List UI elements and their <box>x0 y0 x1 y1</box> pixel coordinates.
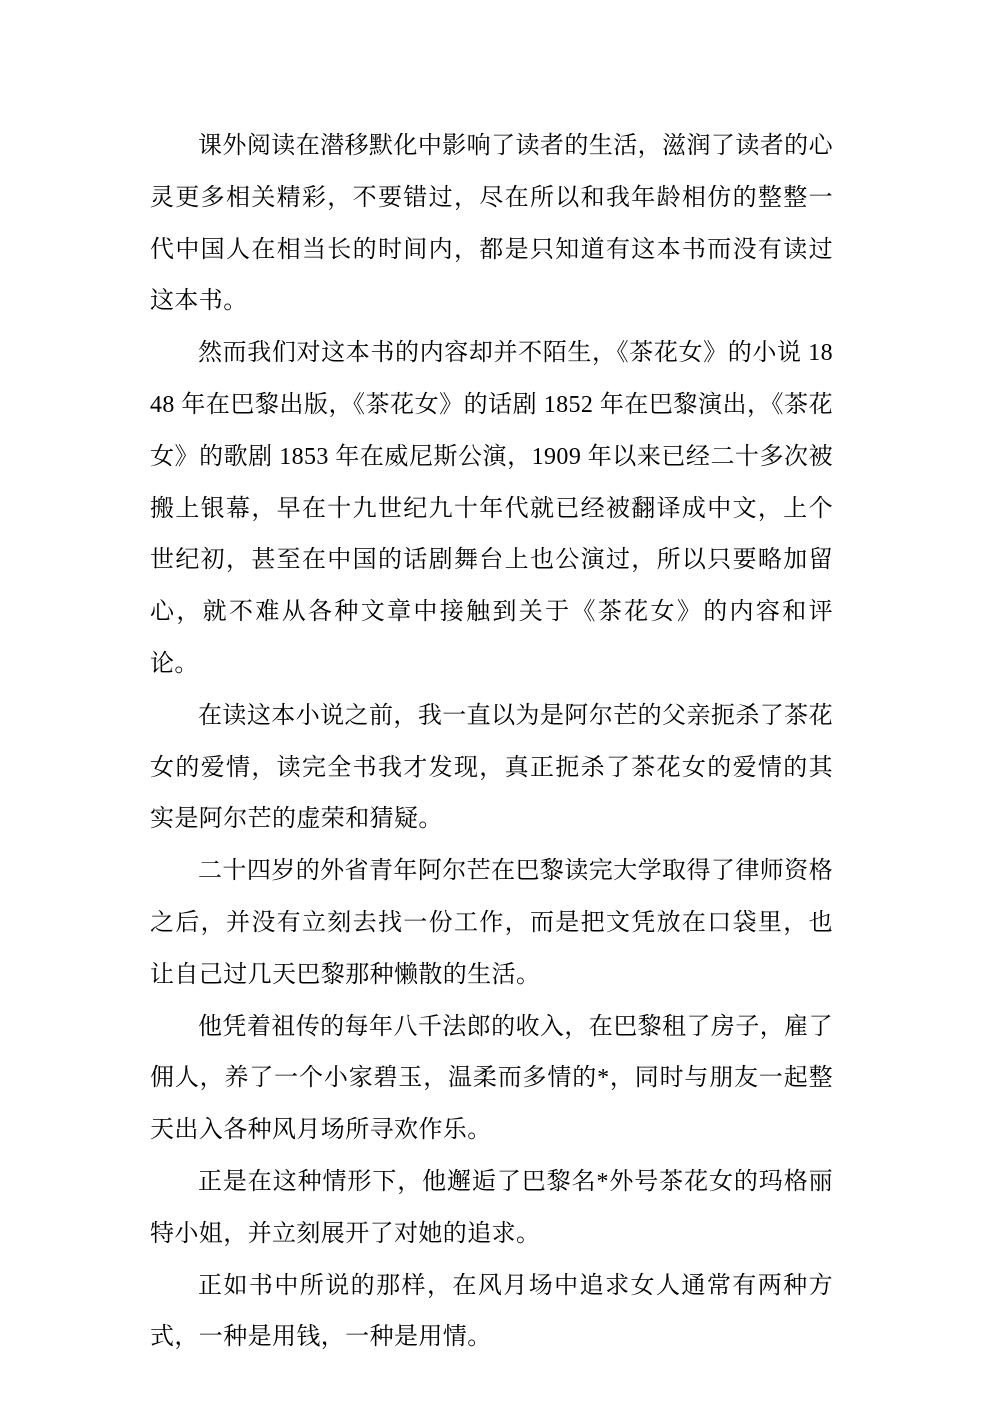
paragraph-2: 然而我们对这本书的内容却并不陌生，《茶花女》的小说 1848 年在巴黎出版，《茶花女》的话剧 1852 年在巴黎演出，《茶花女》的歌剧 1853 年在威尼斯公演，1909 年以来已经二十多次被搬上银幕，早在十九世纪九十年代就已经被翻译成中文，上个世纪初，甚至在中国的话剧舞台上也公演过，所以只要略加留心，就不难从各种文章中接触到关于《茶花女》的内容和评论。 <box>150 340 833 677</box>
paragraph-5: 他凭着祖传的每年八千法郎的收入，在巴黎租了房子，雇了佣人，养了一个小家碧玉，温柔而多情的*，同时与朋友一起整天出入各种风月场所寻欢作乐。 <box>150 1013 833 1144</box>
paragraph-6: 正是在这种情形下，他邂逅了巴黎名*外号茶花女的玛格丽特小姐，并立刻展开了对她的追求。 <box>150 1168 833 1247</box>
paragraph-1: 课外阅读在潜移默化中影响了读者的生活，滋润了读者的心灵更多相关精彩，不要错过，尽在所以和我年龄相仿的整整一代中国人在相当长的时间内，都是只知道有这本书而没有读过这本书。 <box>150 133 833 315</box>
paragraph-4: 二十四岁的外省青年阿尔芒在巴黎读完大学取得了律师资格之后，并没有立刻去找一份工作，而是把文凭放在口袋里，也让自己过几天巴黎那种懒散的生活。 <box>150 858 833 988</box>
paragraph-7: 正如书中所说的那样，在风月场中追求女人通常有两种方式，一种是用钱，一种是用情。 <box>150 1272 833 1351</box>
paragraph-3: 在读这本小说之前，我一直以为是阿尔芒的父亲扼杀了茶花女的爱情，读完全书我才发现，真正扼杀了茶花女的爱情的其实是阿尔芒的虚荣和猜疑。 <box>150 702 833 833</box>
